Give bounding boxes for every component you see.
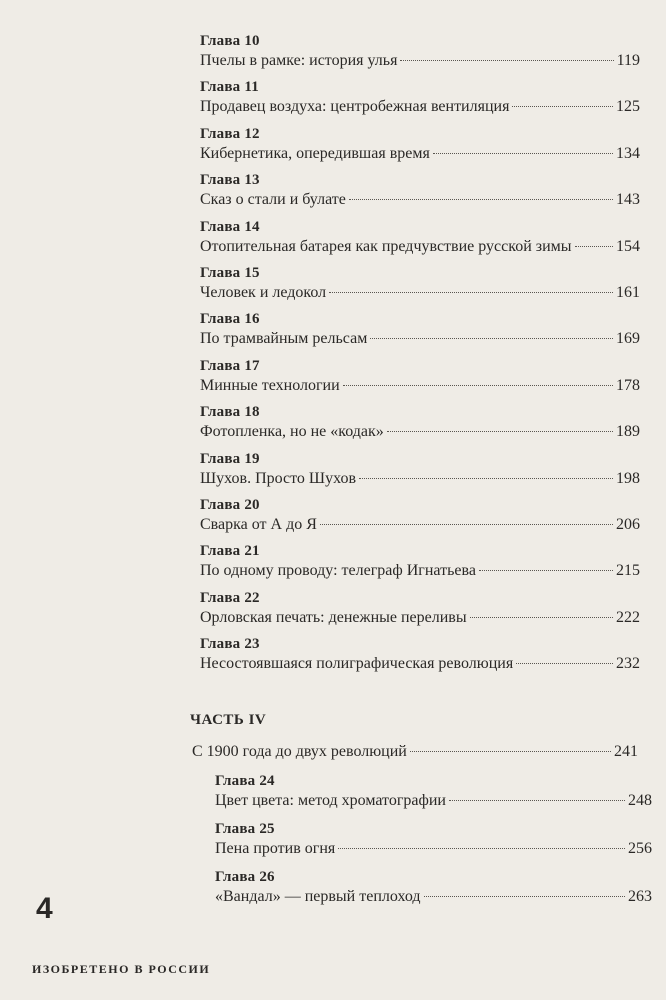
- chapter-label: Глава 15: [200, 264, 260, 281]
- chapter-page-number: 178: [616, 376, 640, 394]
- chapter-title: Цвет цвета: метод хроматографии: [215, 792, 446, 809]
- chapter-page-number: 134: [616, 144, 640, 162]
- chapter-page-number: 206: [616, 515, 640, 533]
- chapter-title: Кибернетика, опередившая время: [200, 144, 430, 162]
- chapter-page-number: 198: [616, 469, 640, 487]
- chapter-line: [200, 375, 640, 397]
- dot-leader: [479, 570, 613, 571]
- chapter-label: Глава 12: [200, 125, 260, 142]
- chapter-line: [200, 189, 640, 211]
- running-title: ИЗОБРЕТЕНО В РОССИИ: [32, 962, 211, 976]
- toc-entry: [200, 496, 640, 542]
- chapter-label: Глава 11: [200, 79, 259, 96]
- chapter-line: [200, 560, 640, 582]
- dot-leader: [343, 385, 613, 386]
- chapter-page-number: 222: [616, 608, 640, 626]
- chapter-title: Шухов. Просто Шухов: [200, 469, 357, 487]
- chapter-line: [200, 328, 640, 350]
- toc-entry: [200, 264, 640, 310]
- toc-entry: [200, 171, 640, 217]
- chapter-page-number: 263: [628, 888, 652, 905]
- chapter-title: Человек и ледокол: [200, 283, 327, 301]
- chapter-page-number: 189: [616, 423, 640, 441]
- chapter-line: [200, 607, 640, 629]
- chapter-line: [200, 514, 640, 536]
- chapter-label: Глава 20: [200, 496, 260, 513]
- chapter-page-number: 125: [616, 98, 640, 116]
- chapter-label: Глава 25: [215, 821, 275, 837]
- chapter-label: Глава 10: [200, 33, 260, 49]
- chapter-line: [215, 886, 652, 908]
- part-page-number: 241: [614, 743, 638, 760]
- chapter-line: [200, 653, 640, 675]
- chapter-line: [200, 468, 640, 490]
- dot-leader: [349, 199, 613, 200]
- toc-entry: [200, 357, 640, 403]
- toc-entry: [200, 403, 640, 449]
- chapter-page-number: 256: [628, 840, 652, 857]
- toc-entry: [200, 125, 640, 171]
- chapter-title: «Вандал» — первый теплоход: [215, 888, 421, 905]
- dot-leader: [516, 663, 613, 664]
- dot-leader: [410, 751, 611, 752]
- chapter-page-number: 232: [616, 655, 640, 673]
- chapter-page-number: 248: [628, 792, 652, 809]
- chapter-title: Сказ о стали и булате: [200, 191, 346, 209]
- chapter-label: Глава 24: [215, 773, 275, 789]
- chapter-label: Глава 19: [200, 450, 260, 467]
- chapter-label: Глава 21: [200, 543, 260, 560]
- chapter-label: Глава 13: [200, 172, 260, 189]
- chapter-label: Глава 17: [200, 357, 260, 374]
- dot-leader: [338, 848, 625, 849]
- part-heading: ЧАСТЬ IV: [190, 712, 267, 728]
- toc-entry: [200, 589, 640, 635]
- chapter-title: Продавец воздуха: центробежная вентиляция: [200, 98, 510, 116]
- part-title: С 1900 года до двух революций: [192, 743, 407, 760]
- chapter-page-number: 161: [616, 283, 640, 301]
- chapter-label: Глава 14: [200, 218, 260, 235]
- chapter-line: [200, 421, 640, 443]
- chapter-label: Глава 22: [200, 589, 260, 606]
- dot-leader: [370, 338, 613, 339]
- toc-entry: [200, 542, 640, 588]
- chapter-line: [200, 50, 640, 72]
- toc-entry: [215, 772, 652, 820]
- dot-leader: [449, 800, 625, 801]
- dot-leader: [387, 431, 613, 432]
- chapter-label: Глава 18: [200, 404, 260, 421]
- chapter-title: Пчелы в рамке: история улья: [200, 52, 398, 69]
- chapter-page-number: 154: [616, 237, 640, 255]
- chapter-page-number: 169: [616, 330, 640, 348]
- dot-leader: [575, 246, 613, 247]
- chapter-label: Глава 26: [215, 869, 275, 885]
- chapter-title: Несостоявшаяся полиграфическая революция: [200, 655, 514, 673]
- chapter-page-number: 119: [616, 52, 640, 69]
- dot-leader: [433, 153, 613, 154]
- chapter-label: Глава 23: [200, 636, 260, 653]
- toc-entry: [200, 450, 640, 496]
- chapter-line: [215, 838, 652, 860]
- chapter-line: [200, 236, 640, 258]
- part-chapters: [215, 772, 652, 916]
- dot-leader: [320, 524, 613, 525]
- part-title-line: [192, 741, 638, 763]
- dot-leader: [512, 106, 613, 107]
- toc-entry: [215, 820, 652, 868]
- chapter-line: [215, 790, 652, 812]
- dot-leader: [400, 60, 613, 61]
- dot-leader: [329, 292, 613, 293]
- chapter-line: [200, 143, 640, 165]
- table-of-contents: [200, 32, 640, 681]
- toc-entry: [200, 32, 640, 78]
- chapter-title: По одному проводу: телеграф Игнатьева: [200, 562, 476, 580]
- page-number: 4: [36, 892, 53, 925]
- chapter-page-number: 143: [616, 191, 640, 209]
- chapter-line: [200, 96, 640, 118]
- chapter-title: Фотопленка, но не «кодак»: [200, 423, 384, 441]
- toc-entry: [215, 868, 652, 916]
- chapter-line: [200, 282, 640, 304]
- chapter-page-number: 215: [616, 562, 640, 580]
- dot-leader: [424, 896, 625, 897]
- dot-leader: [470, 617, 613, 618]
- chapter-title: Минные технологии: [200, 376, 340, 394]
- chapter-title: Орловская печать: денежные переливы: [200, 608, 467, 626]
- toc-entry: [200, 310, 640, 356]
- chapter-label: Глава 16: [200, 311, 260, 328]
- chapter-title: Отопительная батарея как предчувствие русской зимы: [200, 237, 572, 255]
- chapter-title: Пена против огня: [215, 840, 336, 857]
- toc-entry: [200, 78, 640, 124]
- chapter-title: Сварка от А до Я: [200, 515, 317, 533]
- chapter-title: По трамвайным рельсам: [200, 330, 368, 348]
- toc-entry: [200, 635, 640, 681]
- dot-leader: [359, 478, 613, 479]
- toc-entry: [200, 218, 640, 264]
